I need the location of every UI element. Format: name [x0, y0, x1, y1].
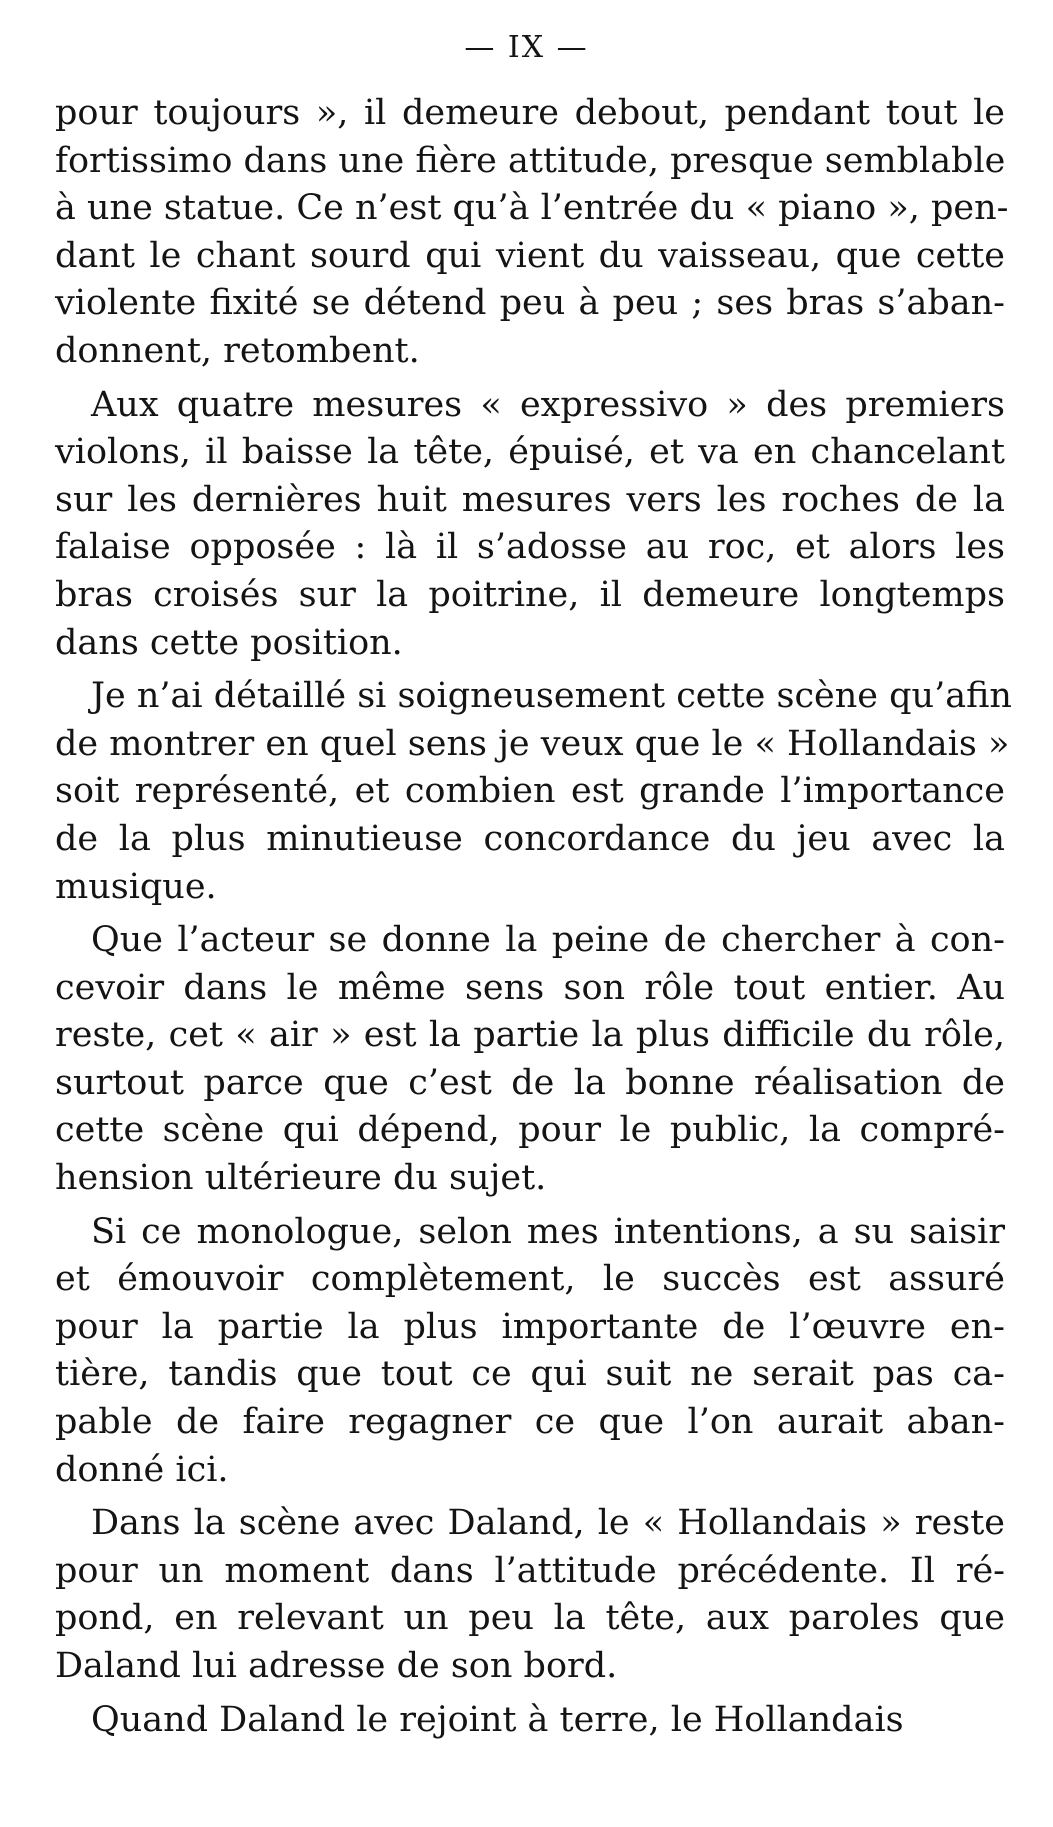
text-line: Aux quatre mesures « expressivo » des premiers	[91, 384, 1005, 425]
text-line: dans cette position.	[55, 622, 403, 663]
text-line: soit représenté, et combien est grande l’importance	[55, 771, 1005, 812]
text-line: violons, il baisse la tête, épuisé, et va en chancelant	[55, 432, 1005, 473]
text-line: donnent, retombent.	[55, 330, 420, 371]
page-number: — IX —	[464, 30, 589, 65]
text-line: à une statue. Ce n’est qu’à l’entrée du « piano », pen-	[55, 188, 1009, 229]
text-line: reste, cet « air » est la partie la plus difficile du rôle,	[55, 1015, 1005, 1056]
paragraph	[55, 673, 1012, 911]
text-line: musique.	[55, 866, 217, 907]
text-line: de montrer en quel sens je veux que le « Hollandais »	[55, 723, 1010, 764]
text-line: hension ultérieure du sujet.	[55, 1158, 547, 1199]
paragraph	[55, 1500, 1005, 1690]
text-line: Je n’ai détaillé si soigneusement cette scène qu’afin	[91, 676, 1012, 717]
paragraph	[55, 1697, 1005, 1745]
text-line: pour toujours », il demeure debout, pendant tout le	[55, 93, 1005, 133]
text-line: Si ce monologue, selon mes intentions, a su saisir	[91, 1211, 1005, 1252]
paragraph	[55, 1209, 1005, 1495]
text-line: cette scène qui dépend, pour le public, la compré-	[55, 1110, 1005, 1151]
text-line: et émouvoir complètement, le succès est assuré	[55, 1259, 1005, 1300]
body-text	[55, 90, 1012, 1744]
text-line: pable de faire regagner ce que l’on aurait aban-	[55, 1402, 1005, 1443]
text-line: fortissimo dans une fière attitude, presque semblable	[55, 140, 1006, 181]
text-line: sur les dernières huit mesures vers les roches de la	[55, 479, 1005, 520]
text-line: bras croisés sur la poitrine, il demeure longtemps	[55, 574, 1005, 615]
text-line: pour la partie la plus importante de l’œuvre en-	[55, 1306, 1005, 1347]
paragraph	[55, 90, 1009, 376]
text-line: surtout parce que c’est de la bonne réalisation de	[55, 1062, 1005, 1103]
paragraph	[55, 917, 1005, 1203]
text-line: de la plus minutieuse concordance du jeu avec la	[55, 818, 1005, 859]
text-line: violente fixité se détend peu à peu ; ses bras s’aban-	[55, 283, 1005, 324]
text-line: pour un moment dans l’attitude précédente. Il ré-	[55, 1550, 1005, 1591]
text-line: Dans la scène avec Daland, le « Hollandais » reste	[91, 1503, 1005, 1544]
text-line: donné ici.	[55, 1449, 229, 1490]
text-line: falaise opposée : là il s’adosse au roc, et alors les	[55, 527, 1005, 568]
text-line: dant le chant sourd qui vient du vaisseau, que cette	[55, 235, 1005, 276]
text-line: Quand Daland le rejoint à terre, le Hollandais	[91, 1699, 904, 1740]
text-line: Daland lui adresse de son bord.	[55, 1646, 618, 1686]
text-line: cevoir dans le même sens son rôle tout entier. Au	[55, 967, 1005, 1008]
paragraph	[55, 382, 1005, 668]
text-line: pond, en relevant un peu la tête, aux paroles que	[55, 1598, 1005, 1639]
text-line: tière, tandis que tout ce qui suit ne serait pas ca-	[55, 1354, 1005, 1395]
text-line: Que l’acteur se donne la peine de chercher à con-	[91, 920, 1005, 961]
